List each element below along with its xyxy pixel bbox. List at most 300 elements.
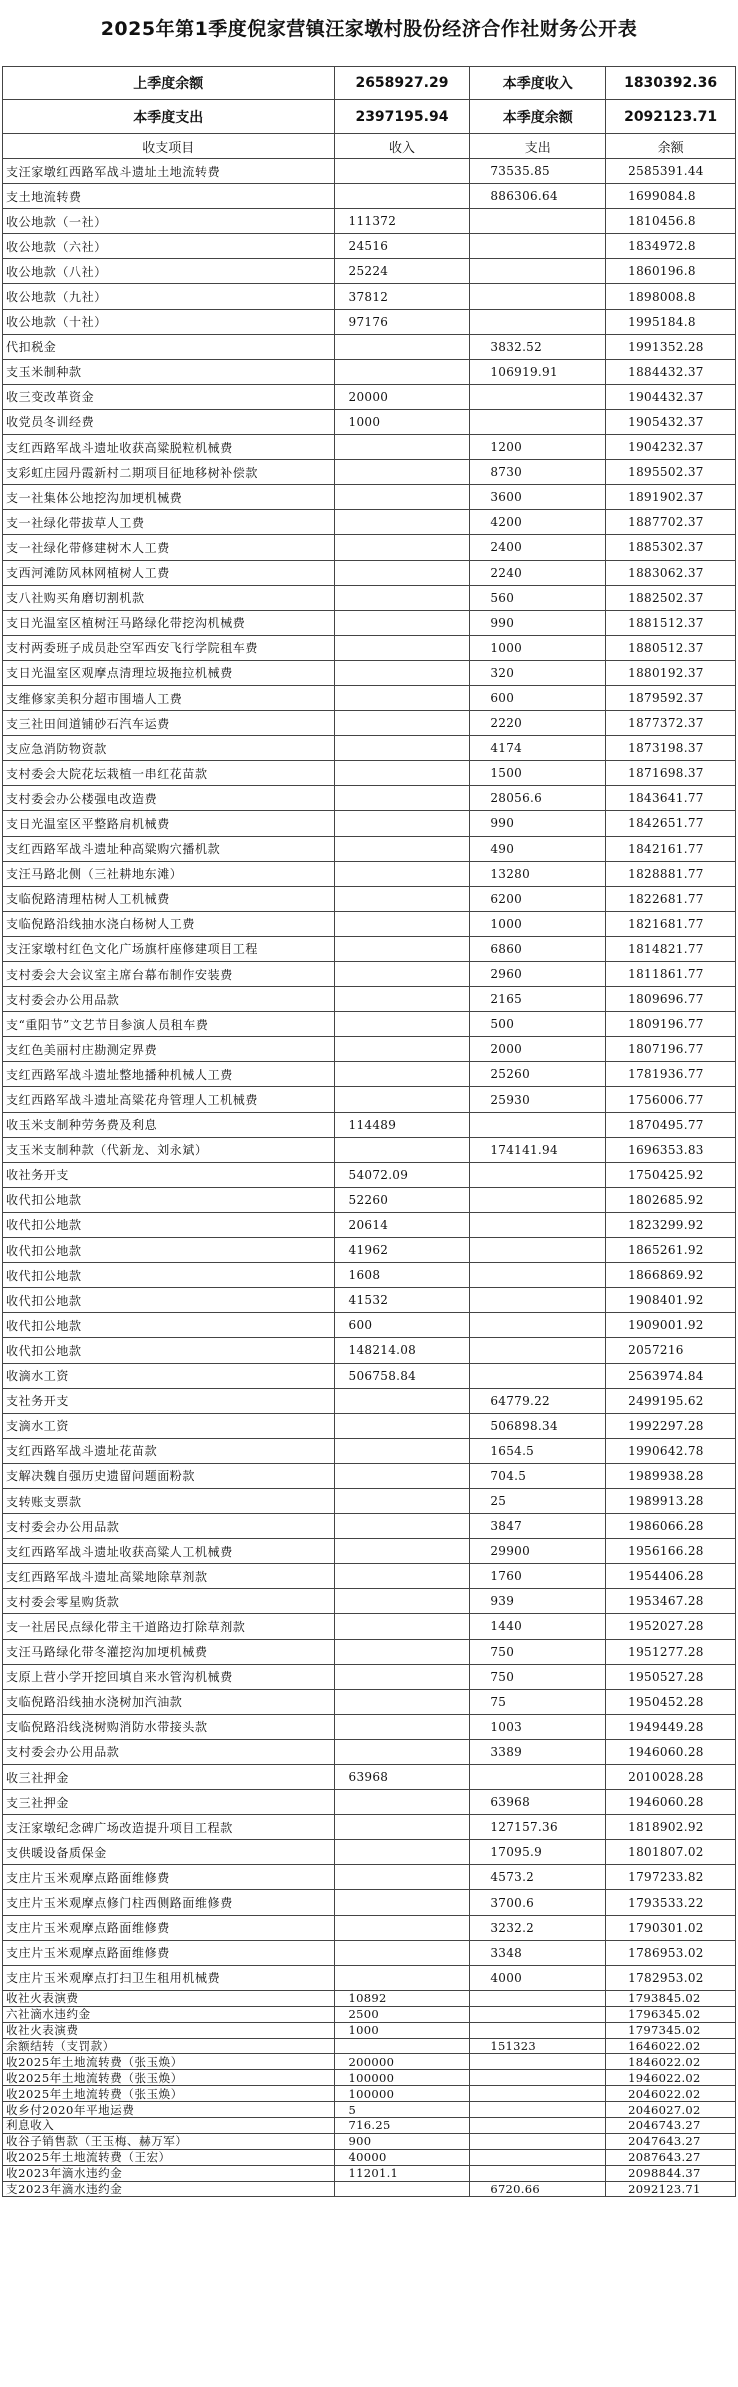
cell-expense: 1200 [470,435,606,460]
cell-expense [470,1338,606,1363]
table-row [2,209,736,234]
table-row [2,811,736,836]
table-row [2,1263,736,1288]
cell-income [335,1138,471,1163]
table-row [2,1062,736,1087]
cell-balance: 1843641.77 [606,786,736,811]
cell-item: 支转账支票款 [3,1489,335,1514]
cell-item: 收代扣公地款 [3,1238,335,1263]
cell-item: 收代扣公地款 [3,1288,335,1313]
cell-balance: 1782953.02 [606,1966,736,1991]
cell-expense: 886306.64 [470,184,606,209]
cell-expense: 174141.94 [470,1138,606,1163]
cell-income [335,335,471,360]
cell-expense: 990 [470,611,606,636]
cell-item: 利息收入 [3,2118,335,2134]
header-item: 收支项目 [3,134,335,159]
table-row [2,2086,736,2102]
cell-balance: 1696353.83 [606,1138,736,1163]
table-row [2,1238,736,1263]
finance-table [2,66,736,2197]
cell-balance: 1807196.77 [606,1037,736,1062]
cell-item: 支应急消防物资款 [3,736,335,761]
cell-item: 支庄片玉米观摩点路面维修费 [3,1916,335,1941]
cell-income: 1608 [335,1263,471,1288]
page-title: 2025年第1季度倪家营镇汪家墩村股份经济合作社财务公开表 [100,18,638,40]
table-row [2,1087,736,1112]
cell-income: 54072.09 [335,1163,471,1188]
cell-balance: 1954406.28 [606,1564,736,1589]
cell-income [335,1815,471,1840]
cell-income [335,460,471,485]
cell-expense: 6200 [470,887,606,912]
cell-item: 支解决魏自强历史遗留问题面粉款 [3,1464,335,1489]
cell-expense [470,2150,606,2166]
cell-balance: 1946060.28 [606,1790,736,1815]
cell-balance: 1646022.02 [606,2039,736,2055]
cell-income [335,811,471,836]
cell-item: 支日光温室区植树汪马路绿化带挖沟机械费 [3,611,335,636]
cell-item: 支玉米制种款 [3,360,335,385]
cell-item: 支滴水工资 [3,1414,335,1439]
cell-income [335,837,471,862]
cell-income [335,535,471,560]
cell-income [335,1614,471,1639]
cell-balance: 1846022.02 [606,2054,736,2070]
cell-income [335,360,471,385]
cell-expense: 4200 [470,510,606,535]
cell-balance: 1823299.92 [606,1213,736,1238]
cell-expense [470,2166,606,2182]
cell-item: 支土地流转费 [3,184,335,209]
cell-expense: 29900 [470,1539,606,1564]
cell-balance: 1786953.02 [606,1941,736,1966]
table-row [2,1338,736,1363]
cell-item: 支红西路军战斗遗址高粱地除草剂款 [3,1564,335,1589]
table-row [2,460,736,485]
cell-balance: 1796345.02 [606,2007,736,2023]
cell-item: 收三变改革资金 [3,385,335,410]
cell-balance: 2057216 [606,1338,736,1363]
cell-expense: 8730 [470,460,606,485]
table-row [2,2023,736,2039]
cell-expense: 1500 [470,761,606,786]
cell-item: 支村委会办公楼强电改造费 [3,786,335,811]
cell-balance: 1895502.37 [606,460,736,485]
cell-item: 收三社押金 [3,1765,335,1790]
cell-income: 600 [335,1313,471,1338]
cell-balance: 1884432.37 [606,360,736,385]
cell-item: 收2025年土地流转费（张玉焕） [3,2086,335,2102]
cell-expense: 4000 [470,1966,606,1991]
cell-expense [470,1213,606,1238]
cell-income [335,1012,471,1037]
cell-item: 支庄片玉米观摩点打扫卫生租用机械费 [3,1966,335,1991]
table-row [2,987,736,1012]
cell-item: 支红西路军战斗遗址花苗款 [3,1439,335,1464]
cell-item: 收2025年土地流转费（张玉焕） [3,2070,335,2086]
cell-item: 收代扣公地款 [3,1188,335,1213]
cell-balance: 1887702.37 [606,510,736,535]
table-row [2,586,736,611]
cell-income: 20614 [335,1213,471,1238]
cell-expense: 1440 [470,1614,606,1639]
table-row [2,1614,736,1639]
cell-income: 37812 [335,284,471,309]
cell-balance: 1871698.37 [606,761,736,786]
cell-balance: 1950452.28 [606,1690,736,1715]
cell-balance: 1834972.8 [606,234,736,259]
cell-balance: 1756006.77 [606,1087,736,1112]
cell-expense: 500 [470,1012,606,1037]
cell-item: 支红西路军战斗遗址种高粱购穴播机款 [3,837,335,862]
cell-balance: 1883062.37 [606,561,736,586]
cell-item: 收玉米支制种劳务费及利息 [3,1113,335,1138]
table-row [2,962,736,987]
table-row [2,1740,736,1765]
cell-balance: 1802685.92 [606,1188,736,1213]
cell-expense [470,1313,606,1338]
cell-balance: 1860196.8 [606,259,736,284]
cell-balance: 2098844.37 [606,2166,736,2182]
cell-expense [470,2086,606,2102]
cell-expense [470,1238,606,1263]
cell-item: 支西河滩防风林网植树人工费 [3,561,335,586]
table-row [2,1464,736,1489]
cell-balance: 1992297.28 [606,1414,736,1439]
cell-income: 41962 [335,1238,471,1263]
cell-income [335,1840,471,1865]
cell-balance: 1908401.92 [606,1288,736,1313]
cell-item: 收滴水工资 [3,1364,335,1389]
cell-expense [470,1288,606,1313]
cell-balance: 1797345.02 [606,2023,736,2039]
cell-balance: 1818902.92 [606,1815,736,1840]
cell-expense: 490 [470,837,606,862]
cell-item: 支八社购买角磨切割机款 [3,586,335,611]
table-row [2,1313,736,1338]
table-row [2,2182,736,2198]
cell-income [335,937,471,962]
cell-item: 收社火表演费 [3,1991,335,2007]
cell-income [335,1539,471,1564]
balance-value: 2092123.71 [606,100,736,134]
cell-income [335,1790,471,1815]
table-row [2,1790,736,1815]
cell-income [335,159,471,184]
table-row [2,510,736,535]
cell-income [335,636,471,661]
cell-item: 支庄片玉米观摩点修门柱西侧路面维修费 [3,1890,335,1915]
cell-expense: 6720.66 [470,2182,606,2198]
income-label: 本季度收入 [470,66,606,100]
cell-balance: 2046022.02 [606,2086,736,2102]
cell-balance: 2499195.62 [606,1389,736,1414]
cell-expense: 320 [470,661,606,686]
cell-expense [470,2054,606,2070]
cell-balance: 2047643.27 [606,2134,736,2150]
cell-balance: 2010028.28 [606,1765,736,1790]
cell-expense: 2000 [470,1037,606,1062]
cell-balance: 1880192.37 [606,661,736,686]
table-row [2,1288,736,1313]
table-row [2,611,736,636]
table-row [2,1037,736,1062]
table-row [2,1690,736,1715]
cell-item: 支红西路军战斗遗址高粱花舟管理人工机械费 [3,1087,335,1112]
cell-income [335,1489,471,1514]
cell-expense: 750 [470,1640,606,1665]
cell-expense: 2240 [470,561,606,586]
cell-expense [470,310,606,335]
cell-expense [470,1163,606,1188]
cell-income [335,1640,471,1665]
cell-expense: 3700.6 [470,1890,606,1915]
cell-balance: 1699084.8 [606,184,736,209]
cell-expense: 704.5 [470,1464,606,1489]
cell-item: 收社火表演费 [3,2023,335,2039]
cell-expense: 1000 [470,912,606,937]
table-row [2,1539,736,1564]
table-row [2,912,736,937]
cell-expense: 64779.22 [470,1389,606,1414]
table-row [2,1715,736,1740]
table-row [2,937,736,962]
table-row [2,711,736,736]
cell-income: 97176 [335,310,471,335]
header-balance: 余额 [606,134,736,159]
cell-balance: 1909001.92 [606,1313,736,1338]
table-row [2,385,736,410]
table-row [2,310,736,335]
table-row [2,1890,736,1915]
table-row [2,661,736,686]
cell-expense [470,2023,606,2039]
cell-balance: 1881512.37 [606,611,736,636]
cell-item: 收党员冬训经费 [3,410,335,435]
cell-expense: 600 [470,686,606,711]
cell-expense [470,2118,606,2134]
table-row [2,2166,736,2182]
cell-income [335,1389,471,1414]
cell-income [335,1941,471,1966]
cell-item: 支一社集体公地挖沟加埂机械费 [3,485,335,510]
cell-income [335,887,471,912]
table-row [2,1966,736,1991]
cell-item: 支红色美丽村庄勘测定界费 [3,1037,335,1062]
table-row [2,1991,736,2007]
cell-expense: 6860 [470,937,606,962]
cell-expense: 25930 [470,1087,606,1112]
cell-expense [470,1765,606,1790]
table-row [2,786,736,811]
table-row [2,761,736,786]
table-body [2,159,736,1991]
expense-value: 2397195.94 [335,100,471,134]
cell-balance: 1991352.28 [606,335,736,360]
cell-balance: 1814821.77 [606,937,736,962]
cell-expense: 63968 [470,1790,606,1815]
cell-balance: 1951277.28 [606,1640,736,1665]
cell-item: 支村委会零星购货款 [3,1589,335,1614]
expense-label: 本季度支出 [3,100,335,134]
cell-expense [470,2007,606,2023]
cell-item: 收谷子销售款（王玉梅、赫万军） [3,2134,335,2150]
cell-item: 支村委会大院花坛栽植一串红花苗款 [3,761,335,786]
cell-item: 支汪家墩红西路军战斗遗址土地流转费 [3,159,335,184]
table-row [2,2150,736,2166]
cell-expense: 25 [470,1489,606,1514]
table-row [2,1113,736,1138]
cell-income [335,1037,471,1062]
cell-expense [470,1188,606,1213]
table-row [2,284,736,309]
cell-item: 收2023年滴水违约金 [3,2166,335,2182]
cell-income: 24516 [335,234,471,259]
cell-item: 支汪马路北侧（三社耕地东滩） [3,862,335,887]
cell-expense: 106919.91 [470,360,606,385]
table-row [2,1514,736,1539]
cell-income: 100000 [335,2070,471,2086]
cell-item: 支日光温室区平整路肩机械费 [3,811,335,836]
cell-item: 支临倪路沿线抽水浇树加汽油款 [3,1690,335,1715]
cell-expense: 506898.34 [470,1414,606,1439]
cell-balance: 1793845.02 [606,1991,736,2007]
cell-item: 支村委会大会议室主席台幕布制作安装费 [3,962,335,987]
cell-balance: 2092123.71 [606,2182,736,2198]
cell-balance: 2046743.27 [606,2118,736,2134]
cell-balance: 1946060.28 [606,1740,736,1765]
cell-income [335,435,471,460]
table-row [2,1489,736,1514]
cell-balance: 2087643.27 [606,2150,736,2166]
cell-balance: 1990642.78 [606,1439,736,1464]
table-row [2,184,736,209]
cell-expense: 4573.2 [470,1865,606,1890]
table-row [2,2134,736,2150]
cell-balance: 1801807.02 [606,1840,736,1865]
cell-balance: 1904432.37 [606,385,736,410]
cell-balance: 1891902.37 [606,485,736,510]
table-row [2,1840,736,1865]
cell-income [335,1916,471,1941]
cell-balance: 1842161.77 [606,837,736,862]
cell-item: 收代扣公地款 [3,1213,335,1238]
cell-item: 余额结转（支罚款） [3,2039,335,2055]
cell-item: 支维修家美积分超市围墙人工费 [3,686,335,711]
cell-item: 收代扣公地款 [3,1313,335,1338]
cell-expense [470,2134,606,2150]
cell-expense: 4174 [470,736,606,761]
table-row [2,2039,736,2055]
cell-item: 支社务开支 [3,1389,335,1414]
cell-item: 支三社田间道铺砂石汽车运费 [3,711,335,736]
table-row [2,1012,736,1037]
table-header [2,134,736,159]
cell-income [335,611,471,636]
cell-expense [470,209,606,234]
cell-item: 收代扣公地款 [3,1263,335,1288]
cell-balance: 1793533.22 [606,1890,736,1915]
cell-income: 200000 [335,2054,471,2070]
table-row [2,2070,736,2086]
cell-expense [470,259,606,284]
prev-balance-label: 上季度余额 [3,66,335,100]
cell-item: 代扣税金 [3,335,335,360]
balance-label: 本季度余额 [470,100,606,134]
prev-balance-value: 2658927.29 [335,66,471,100]
cell-balance: 1797233.82 [606,1865,736,1890]
cell-expense: 151323 [470,2039,606,2055]
cell-balance: 1873198.37 [606,736,736,761]
cell-income [335,912,471,937]
cell-expense: 3232.2 [470,1916,606,1941]
cell-item: 支红西路军战斗遗址收获高粱人工机械费 [3,1539,335,1564]
cell-balance: 1905432.37 [606,410,736,435]
cell-balance: 1885302.37 [606,535,736,560]
cell-expense: 1000 [470,636,606,661]
cell-item: 支一社绿化带修建树木人工费 [3,535,335,560]
cell-balance: 1904232.37 [606,435,736,460]
cell-balance: 2585391.44 [606,159,736,184]
table-row [2,1213,736,1238]
table-row [2,862,736,887]
cell-balance: 1822681.77 [606,887,736,912]
header-income: 收入 [335,134,471,159]
cell-item: 支庄片玉米观摩点路面维修费 [3,1941,335,1966]
cell-balance: 1809196.77 [606,1012,736,1037]
cell-item: 支红西路军战斗遗址收获高粱脱粒机械费 [3,435,335,460]
cell-balance: 1880512.37 [606,636,736,661]
cell-item: 六社滴水违约金 [3,2007,335,2023]
cell-item: 收公地款（一社） [3,209,335,234]
cell-expense [470,1263,606,1288]
cell-expense: 3389 [470,1740,606,1765]
cell-balance: 1811861.77 [606,962,736,987]
cell-income: 716.25 [335,2118,471,2134]
table-row [2,435,736,460]
cell-item: 支村委会办公用品款 [3,1740,335,1765]
cell-income [335,1589,471,1614]
cell-item: 支三社押金 [3,1790,335,1815]
cell-balance: 1879592.37 [606,686,736,711]
cell-income [335,1890,471,1915]
cell-expense [470,1364,606,1389]
cell-expense: 3847 [470,1514,606,1539]
cell-balance: 1986066.28 [606,1514,736,1539]
cell-income [335,485,471,510]
table-row [2,335,736,360]
cell-item: 支临倪路沿线抽水浇白杨树人工费 [3,912,335,937]
table-row [2,2102,736,2118]
cell-income: 111372 [335,209,471,234]
table-row [2,686,736,711]
cell-income: 10892 [335,1991,471,2007]
cell-balance: 1950527.28 [606,1665,736,1690]
table-row [2,1163,736,1188]
cell-expense: 13280 [470,862,606,887]
cell-item: 支日光温室区观摩点清理垃圾拖拉机械费 [3,661,335,686]
cell-item: 收社务开支 [3,1163,335,1188]
cell-balance: 1750425.92 [606,1163,736,1188]
cell-expense [470,284,606,309]
cell-expense [470,2070,606,2086]
cell-income: 52260 [335,1188,471,1213]
cell-income [335,1087,471,1112]
cell-item: 支汪家墩纪念碑广场改造提升项目工程款 [3,1815,335,1840]
cell-balance: 1989913.28 [606,1489,736,1514]
cell-balance: 1810456.8 [606,209,736,234]
